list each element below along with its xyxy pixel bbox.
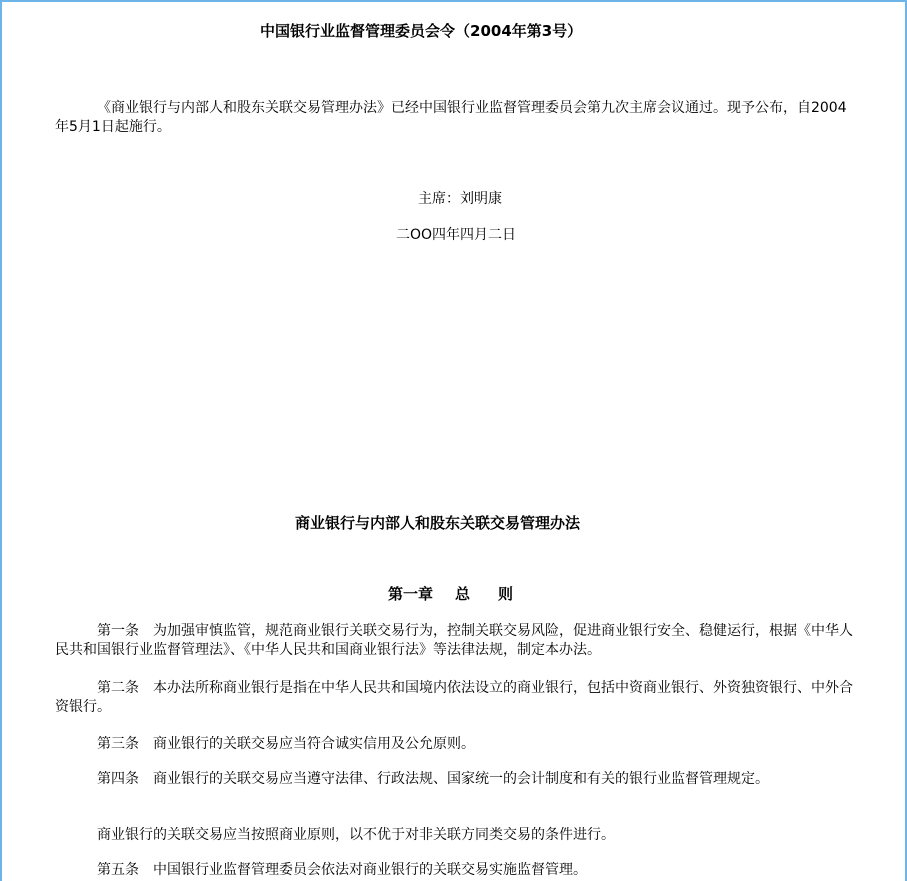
chapter-name-part1: 总 <box>455 585 471 603</box>
order-title: 中国银行业监督管理委员会令（2004年第3号） <box>260 22 583 40</box>
chapter-heading <box>388 585 513 604</box>
signature-date: 二OO四年四月二日 <box>396 227 517 243</box>
article-2: 第二条 本办法所称商业银行是指在中华人民共和国境内依法设立的商业银行，包括中资商业银行、外资独资银行、中外合资银行。 <box>55 680 853 715</box>
article-3: 第三条 商业银行的关联交易应当符合诚实信用及公允原则。 <box>97 736 475 752</box>
chapter-name-part2: 则 <box>498 585 514 603</box>
article-4-paragraph-2: 商业银行的关联交易应当按照商业原则，以不优于对非关联方同类交易的条件进行。 <box>97 827 615 843</box>
article-4: 第四条 商业银行的关联交易应当遵守法律、行政法规、国家统一的会计制度和有关的银行业监督管理规定。 <box>97 771 769 787</box>
article-1: 第一条 为加强审慎监管，规范商业银行关联交易行为，控制关联交易风险，促进商业银行安全、稳健运行，根据《中华人民共和国银行业监督管理法》、《中华人民共和国商业银行法》等法律法规，制定本办法。 <box>55 623 853 658</box>
preamble-paragraph: 《商业银行与内部人和股东关联交易管理办法》已经中国银行业监督管理委员会第九次主席会议通过。现予公布，自2004年5月1日起施行。 <box>55 100 847 135</box>
document-body <box>2 2 907 881</box>
signature-chair: 主席：刘明康 <box>418 191 502 207</box>
regulation-title: 商业银行与内部人和股东关联交易管理办法 <box>295 514 581 532</box>
article-5: 第五条 中国银行业监督管理委员会依法对商业银行的关联交易实施监督管理。 <box>97 862 587 878</box>
chapter-number: 第一章 <box>388 585 434 603</box>
